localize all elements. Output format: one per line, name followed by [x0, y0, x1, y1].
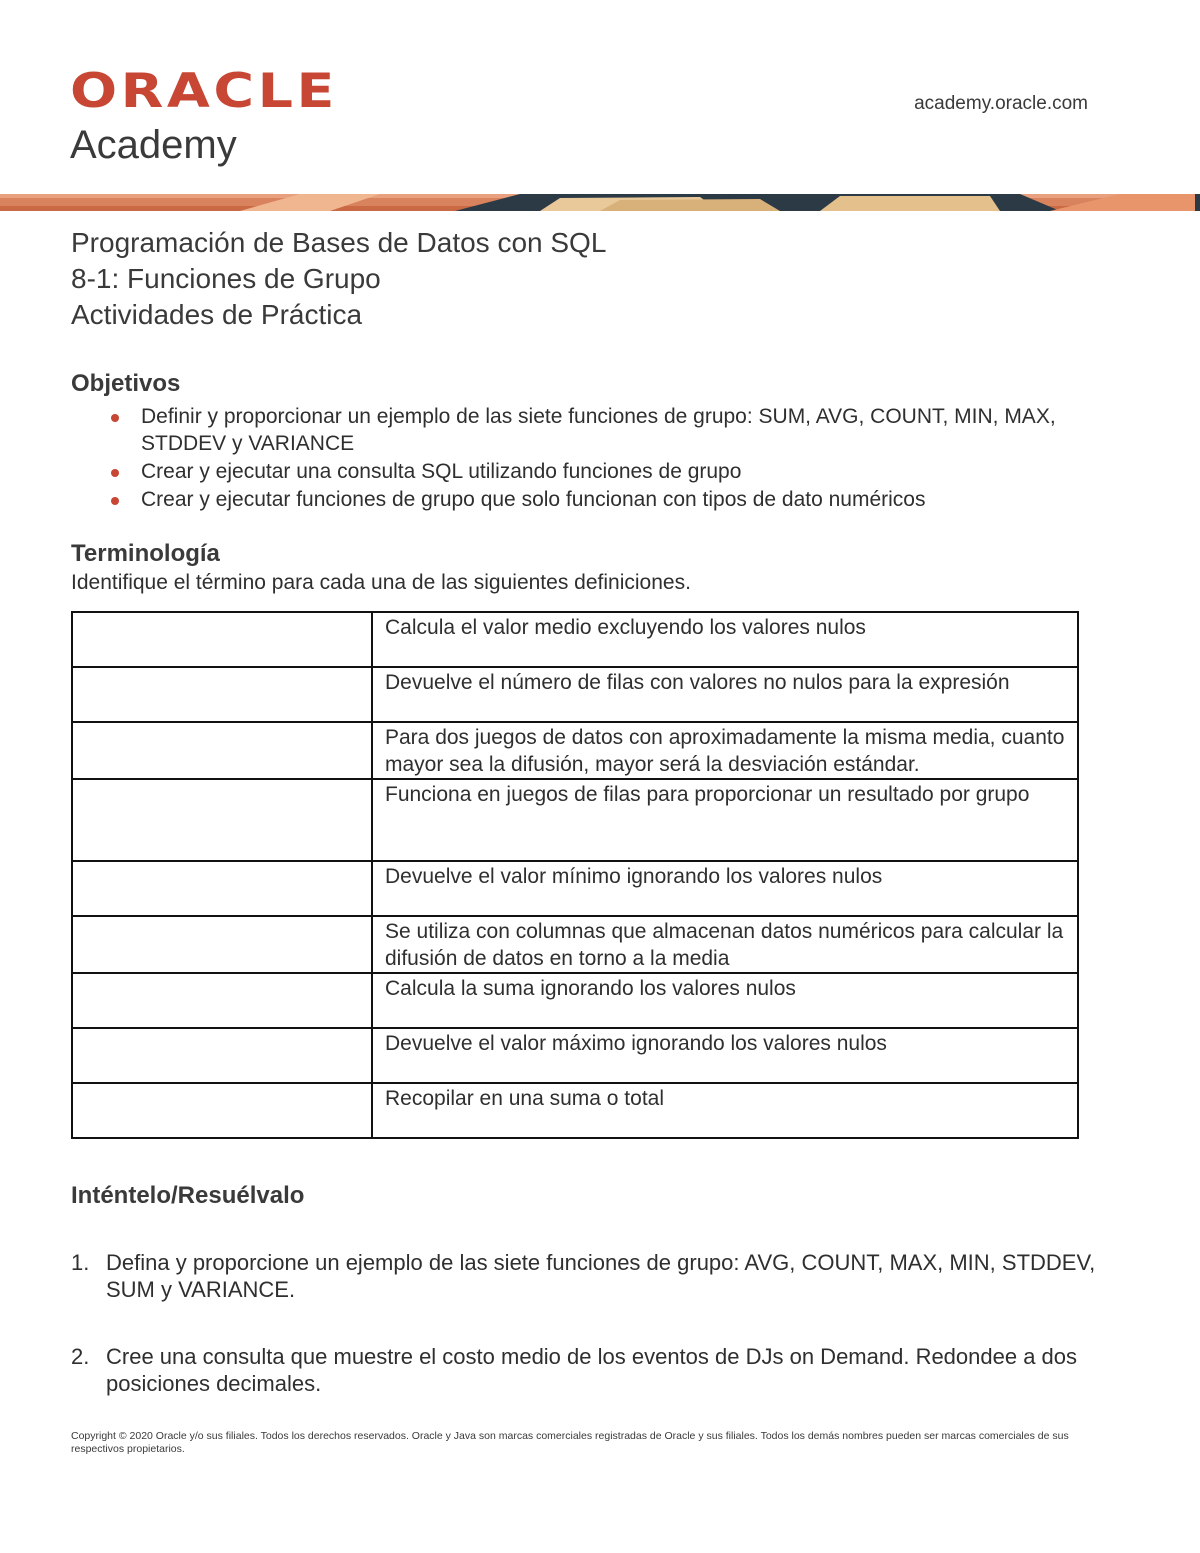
task-item: [71, 1343, 1111, 1397]
bullet-icon: [111, 469, 119, 477]
terminology-instruction: Identifique el término para cada una de las siguientes definiciones.: [71, 571, 691, 594]
site-url: academy.oracle.com: [914, 93, 1088, 114]
objectives-section: [71, 369, 1111, 513]
table-row: [72, 973, 1078, 1028]
objective-item: Crear y ejecutar funciones de grupo que solo funcionan con tipos de dato numéricos: [71, 486, 1111, 513]
definition-cell: Se utiliza con columnas que almacenan datos numéricos para calcular la difusión de datos en torno a la media: [372, 916, 1078, 973]
activity-title: Actividades de Práctica: [71, 299, 363, 330]
table-row: [72, 916, 1078, 973]
lesson-title: 8-1: Funciones de Grupo: [71, 263, 381, 294]
copyright-footer: Copyright © 2020 Oracle y/o sus filiales. Todos los derechos reservados. Oracle y Java son marcas comerciales registradas de Oracle y sus filiales. Todos los demás nombres pueden ser marcas comerciales de sus respectivos propietarios.: [71, 1430, 1069, 1455]
terminology-table: [71, 611, 1079, 1139]
task-number: 1.: [71, 1250, 90, 1275]
definition-cell: Devuelve el valor mínimo ignorando los valores nulos: [372, 861, 1078, 916]
bullet-icon: [111, 497, 119, 505]
term-answer-cell[interactable]: [72, 861, 372, 916]
worksheet-content: [71, 225, 1111, 1437]
decorative-banner: [0, 194, 1200, 211]
table-row: [72, 1083, 1078, 1138]
objective-item: Definir y proporcionar un ejemplo de las siete funciones de grupo: SUM, AVG, COUNT, MIN, MAX, STDDEV y VARIANCE: [71, 403, 1111, 457]
definition-cell: Recopilar en una suma o total: [372, 1083, 1078, 1138]
term-answer-cell[interactable]: [72, 1028, 372, 1083]
objectives-heading: Objetivos: [71, 370, 181, 397]
objectives-list: [71, 403, 1111, 513]
try-it-heading: Inténtelo/Resuélvalo: [71, 1182, 305, 1209]
definition-cell: Para dos juegos de datos con aproximadamente la misma media, cuanto mayor sea la difusión, mayor será la desviación estándar.: [372, 722, 1078, 779]
terminology-heading: Terminología: [71, 540, 220, 567]
term-answer-cell[interactable]: [72, 1083, 372, 1138]
term-answer-cell[interactable]: [72, 973, 372, 1028]
table-row: [72, 722, 1078, 779]
table-row: [72, 612, 1078, 667]
academy-wordmark: Academy: [70, 123, 237, 167]
task-number: 2.: [71, 1344, 90, 1369]
term-answer-cell[interactable]: [72, 722, 372, 779]
terminology-section: [71, 539, 1111, 1139]
oracle-academy-logo: [70, 64, 338, 167]
oracle-wordmark: ORACLE: [70, 64, 338, 119]
table-row: [72, 779, 1078, 861]
definition-cell: Calcula la suma ignorando los valores nulos: [372, 973, 1078, 1028]
definition-cell: Funciona en juegos de filas para proporcionar un resultado por grupo: [372, 779, 1078, 861]
table-row: [72, 861, 1078, 916]
term-answer-cell[interactable]: [72, 667, 372, 722]
task-text: Defina y proporcione un ejemplo de las siete funciones de grupo: AVG, COUNT, MAX, MIN, STDDEV, SUM y VARIANCE.: [106, 1250, 1096, 1302]
course-title: Programación de Bases de Datos con SQL: [71, 227, 607, 258]
task-text: Cree una consulta que muestre el costo medio de los eventos de DJs on Demand. Redondee a dos posiciones decimales.: [106, 1344, 1078, 1396]
table-row: [72, 1028, 1078, 1083]
term-answer-cell[interactable]: [72, 612, 372, 667]
definition-cell: Devuelve el valor máximo ignorando los valores nulos: [372, 1028, 1078, 1083]
task-item: [71, 1249, 1111, 1303]
try-it-section: [71, 1181, 1111, 1397]
bullet-icon: [111, 414, 119, 422]
tasks-list: [71, 1249, 1111, 1397]
objective-item: Crear y ejecutar una consulta SQL utilizando funciones de grupo: [71, 458, 1111, 485]
definition-cell: Devuelve el número de filas con valores no nulos para la expresión: [372, 667, 1078, 722]
term-answer-cell[interactable]: [72, 779, 372, 861]
table-row: [72, 667, 1078, 722]
term-answer-cell[interactable]: [72, 916, 372, 973]
definition-cell: Calcula el valor medio excluyendo los valores nulos: [372, 612, 1078, 667]
